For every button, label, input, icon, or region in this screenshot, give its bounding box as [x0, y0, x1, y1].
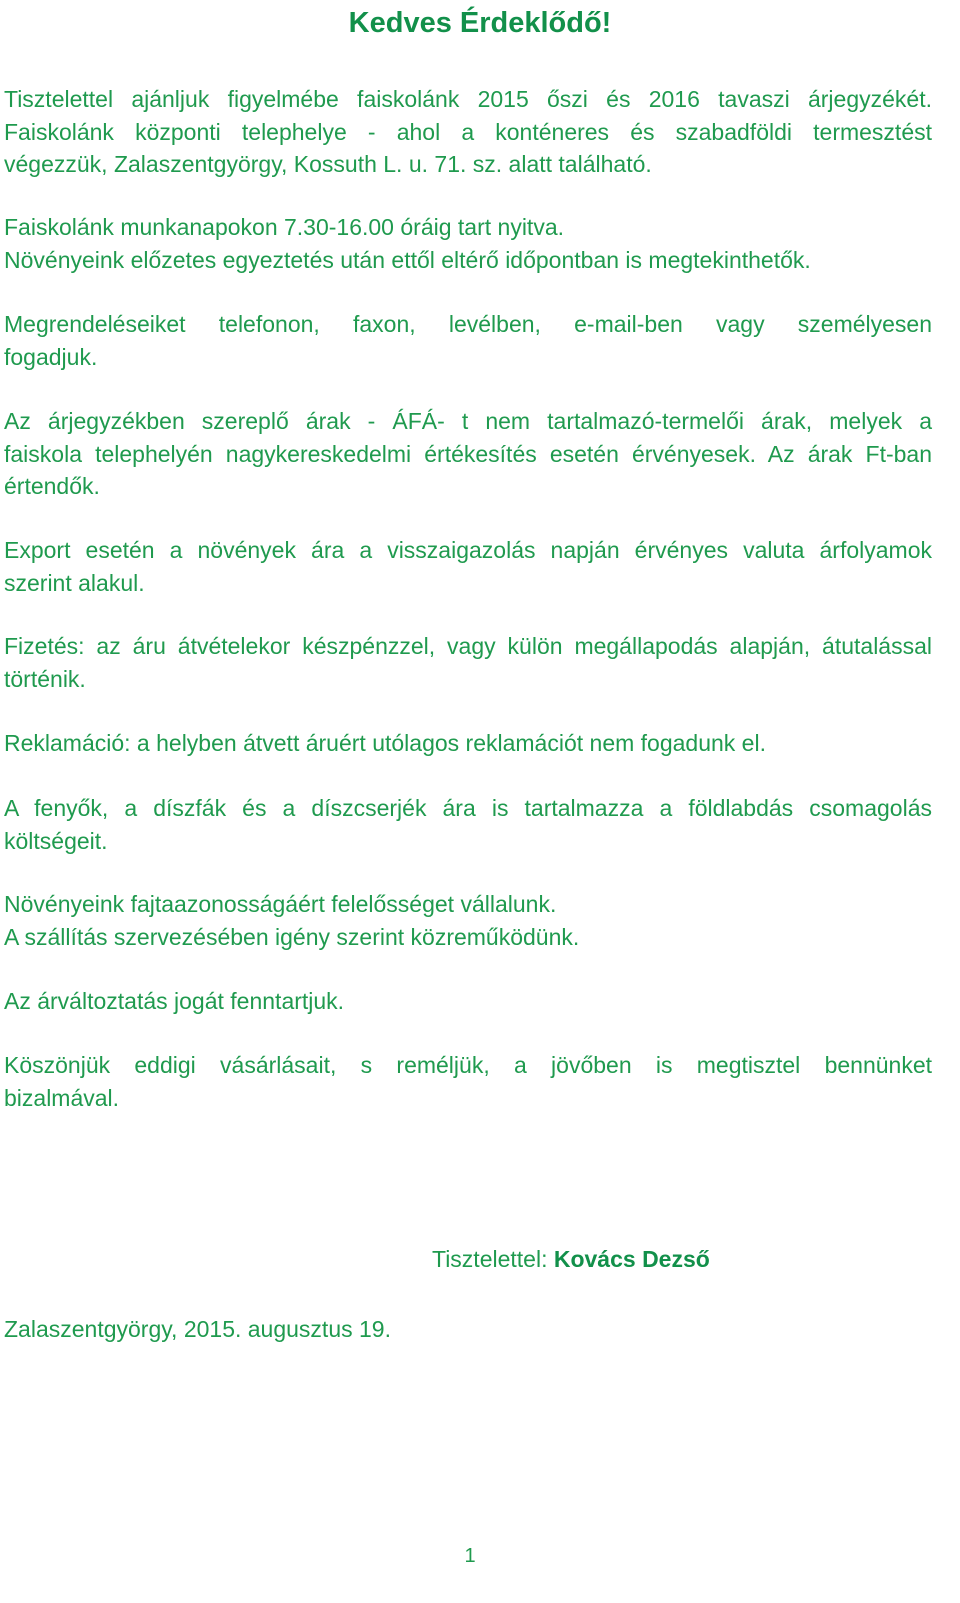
page-number: 1 — [464, 1545, 476, 1567]
paragraph-price-change — [4, 985, 932, 1018]
paragraph-line: Növényeink előzetes egyeztetés után ettől eltérő időpontban is megtekinthetők. — [4, 246, 811, 273]
paragraph-line: Reklamáció: a helyben átvett áruért utólagos reklamációt nem fogadunk el. — [4, 730, 766, 756]
paragraph-line: értendők. — [4, 473, 100, 499]
paragraph-line: Tisztelettel ajánljuk figyelmébe faiskolánk 2015 őszi és 2016 tavaszi árjegyzékét. — [4, 86, 932, 112]
paragraph-export — [4, 534, 932, 599]
place-date: Zalaszentgyörgy, 2015. augusztus 19. — [4, 1316, 391, 1342]
paragraph-line: A fenyők, a díszfák és a díszcserjék ára is tartalmazza a földlabdás csomagolás — [4, 795, 932, 821]
paragraph-prices — [4, 405, 932, 503]
paragraph-line: Fizetés: az áru átvételekor készpénzzel, vagy külön megállapodás alapján, átutalással — [4, 633, 932, 659]
paragraph-line: Növényeink fajtaazonosságáért felelősséget vállalunk. — [4, 891, 557, 917]
paragraph-line: Faiskolánk munkanapokon 7.30-16.00 óráig tart nyitva. — [4, 214, 564, 240]
paragraph-line: szerint alakul. — [4, 569, 145, 596]
page-title: Kedves Érdeklődő! — [348, 7, 612, 39]
paragraph-responsibility — [4, 888, 932, 953]
paragraph-payment — [4, 630, 932, 695]
signature-prefix: Tisztelettel: — [432, 1246, 548, 1272]
paragraph-line: Megrendeléseiket telefonon, faxon, levélben, e-mail-ben vagy személyesen — [4, 311, 932, 337]
paragraph-line: faiskola telephelyén nagykereskedelmi értékesítés esetén érvényesek. Az árak Ft-ban — [4, 440, 932, 467]
paragraph-intro — [4, 83, 932, 181]
paragraph-line: végezzük, Zalaszentgyörgy, Kossuth L. u. 71. sz. alatt található. — [4, 151, 652, 177]
paragraph-line: történik. — [4, 665, 86, 692]
paragraph-line: Az árjegyzékben szereplő árak - ÁFÁ- t nem tartalmazó-termelői árak, melyek a — [4, 408, 932, 434]
paragraph-line: Export esetén a növények ára a visszaigazolás napján érvényes valuta árfolyamok — [4, 537, 932, 563]
paragraph-packaging — [4, 792, 932, 857]
paragraph-line: Faiskolánk központi telephelye - ahol a konténeres és szabadföldi termesztést — [4, 118, 932, 145]
signature — [432, 1243, 710, 1275]
signature-name: Kovács Dezső — [553, 1246, 710, 1272]
paragraph-line: Köszönjük eddigi vásárlásait, s reméljük, a jövőben is megtisztel bennünket — [4, 1052, 932, 1078]
paragraph-line: fogadjuk. — [4, 343, 98, 370]
paragraph-opening-hours — [4, 211, 932, 276]
paragraph-orders — [4, 308, 932, 373]
paragraph-complaints — [4, 727, 932, 760]
paragraph-line: A szállítás szervezésében igény szerint közreműködünk. — [4, 923, 580, 950]
paragraph-line: költségeit. — [4, 827, 108, 854]
paragraph-line: bizalmával. — [4, 1084, 120, 1111]
paragraph-thanks — [4, 1049, 932, 1114]
paragraph-line: Az árváltoztatás jogát fenntartjuk. — [4, 988, 345, 1014]
